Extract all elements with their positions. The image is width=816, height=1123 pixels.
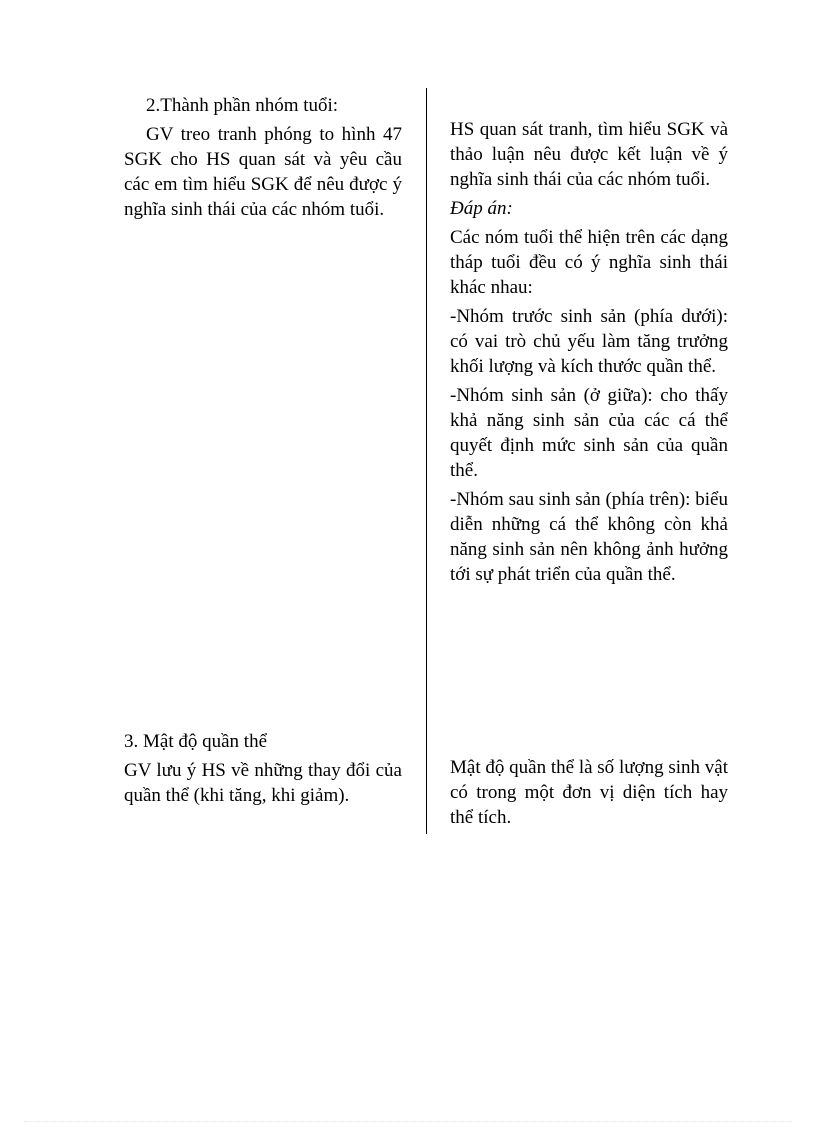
section2-student-activity: HS quan sát tranh, tìm hiểu SGK và thảo luận nêu được kết luận về ý nghĩa sinh thái của các nhóm tuổi. xyxy=(450,119,728,190)
section3-student-activity: Mật độ quần thể là số lượng sinh vật có trong một đơn vị diện tích hay thể tích. xyxy=(450,757,728,828)
page-bottom-border xyxy=(24,1121,792,1122)
section2-teacher-activity: GV treo tranh phóng to hình 47 SGK cho HS quan sát và yêu cầu các em tìm hiểu SGK để nêu được ý nghĩa sinh thái của các nhóm tuổi. xyxy=(124,124,402,220)
column-divider xyxy=(426,88,427,834)
answer-item-post-reproductive: -Nhóm sau sinh sản (phía trên): biểu diễn những cá thể không còn khả năng sinh sản nên không ảnh hưởng tới sự phát triển của quần thể. xyxy=(450,489,728,585)
answer-item-reproductive: -Nhóm sinh sản (ở giữa): cho thấy khả năng sinh sản của các cá thể quyết định mức sinh sản của quần thể. xyxy=(450,385,728,481)
section2-student-column xyxy=(450,117,728,587)
section3-teacher-column xyxy=(124,729,402,808)
section3-teacher-activity: GV lưu ý HS về những thay đổi của quần thể (khi tăng, khi giảm). xyxy=(124,760,402,806)
section3-heading: 3. Mật độ quần thể xyxy=(124,731,268,752)
answer-item-pre-reproductive: -Nhóm trước sinh sản (phía dưới): có vai trò chủ yếu làm tăng trưởng khối lượng và kích thước quần thể. xyxy=(450,306,728,377)
section3-student-column xyxy=(450,755,728,830)
answer-intro: Các nóm tuổi thể hiện trên các dạng tháp tuổi đều có ý nghĩa sinh thái khác nhau: xyxy=(450,227,728,298)
section2-teacher-column xyxy=(124,93,402,222)
section2-heading: 2.Thành phần nhóm tuổi: xyxy=(146,95,339,116)
answer-label: Đáp án: xyxy=(450,198,513,219)
